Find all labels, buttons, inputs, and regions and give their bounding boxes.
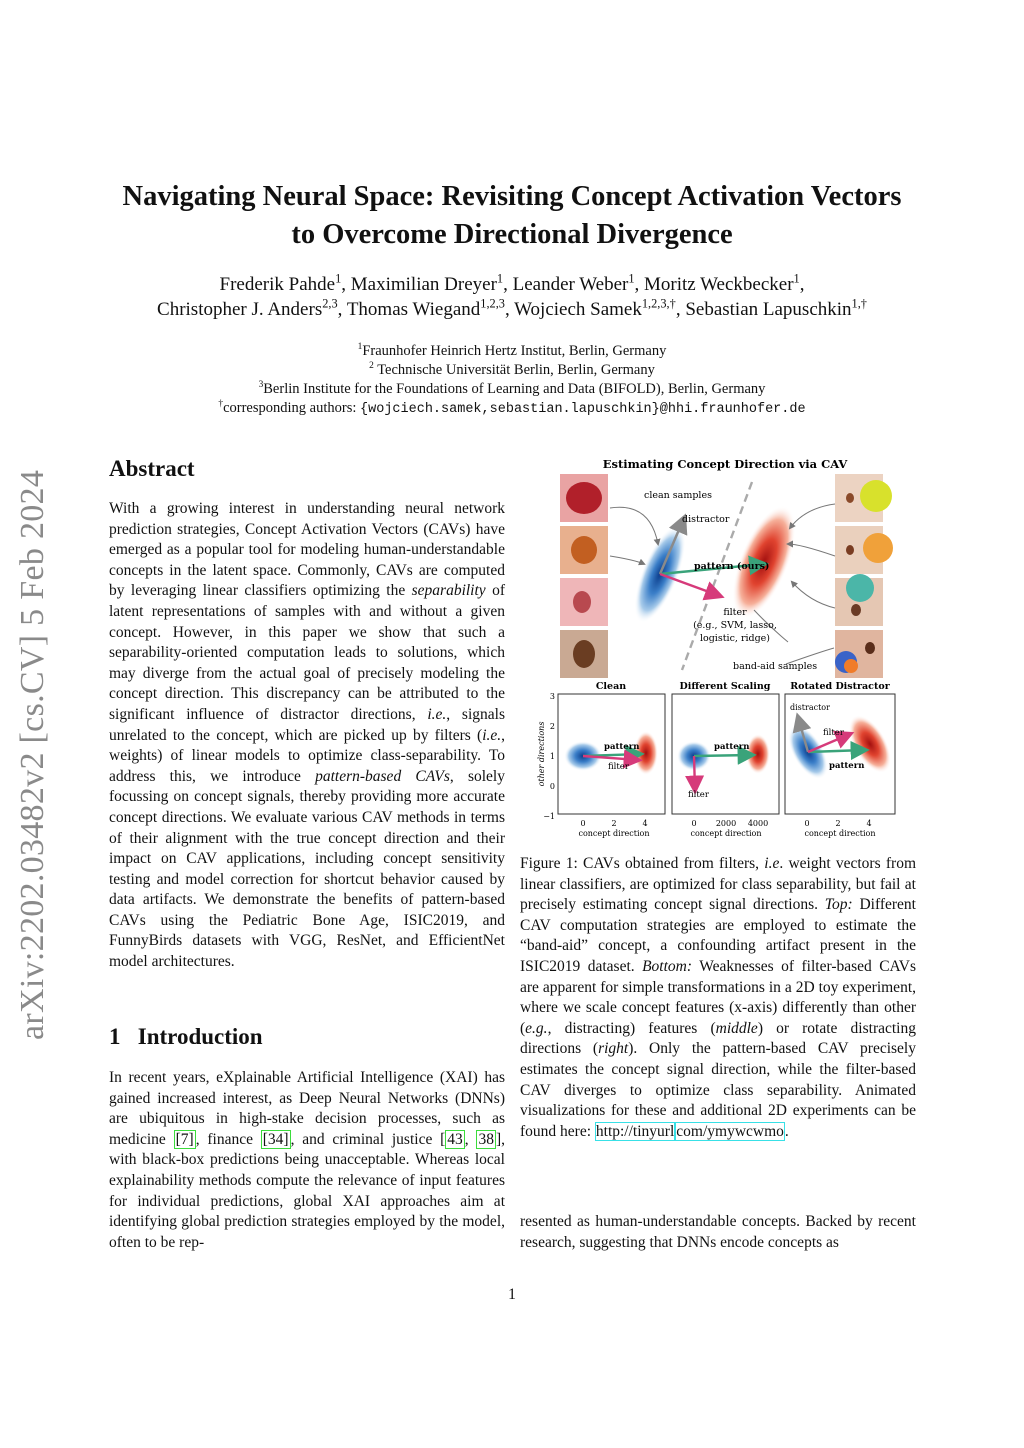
text-run: Weaknesses of filter-based CAVs are apparent for simple transformations in a 2D toy experiment, where we scale concept features (x-axis) differently than other ( bbox=[520, 957, 916, 1037]
text-run: , distracting) features ( bbox=[547, 1019, 716, 1037]
author-sep: , bbox=[504, 299, 515, 320]
text-italic: right bbox=[598, 1040, 629, 1058]
author-sep: , bbox=[634, 274, 645, 295]
citation-link[interactable]: 38 bbox=[478, 1130, 494, 1148]
x-tick-label: 2 bbox=[611, 819, 617, 828]
introduction-body bbox=[109, 1068, 505, 1253]
label-clean-samples: clean samples bbox=[644, 490, 712, 501]
panel-rotated-distractor bbox=[780, 694, 900, 838]
corresponding-label: corresponding authors: bbox=[223, 400, 361, 416]
text-run: ). Only the pattern-based CAV precisely estimates the concept signal direction, while the filter-based CAV diverges to optimize class separability. Animated visualizations for these and additional 2D experiments can be found here: bbox=[520, 1040, 916, 1140]
title-line-2: to Overcome Directional Divergence bbox=[291, 219, 733, 250]
text-run: In recent years, eXplainable Artificial Intelligence (XAI) has gained increased interest, as Deep Neural Networks (DNNs) are ubiquitous in high-stake decision processes, such as medicine bbox=[109, 1069, 505, 1148]
text-italic: Bottom: bbox=[642, 957, 693, 975]
author-affil: 1,2,3,† bbox=[641, 296, 676, 311]
label-filter-examples: (e.g., SVM, lasso, bbox=[693, 620, 777, 631]
author-name: Maximilian Dreyer bbox=[350, 274, 497, 295]
text-run: . bbox=[784, 1122, 789, 1140]
affil-text: Technische Universität Berlin, Berlin, Germany bbox=[373, 362, 655, 378]
panel-title-scaling: Different Scaling bbox=[679, 681, 771, 692]
affil-text: Fraunhofer Heinrich Hertz Institut, Berlin, Germany bbox=[362, 343, 667, 359]
x-tick-label: 0 bbox=[691, 819, 697, 828]
bandaid-pointer bbox=[788, 544, 835, 556]
text-run: , solely focussing on concept signals, thereby providing more accurate concept directions. We evaluate various CAV methods in terms of their alignment with the true concept direction and their impact on CAV applications, including concept sensitivity testing and model correction for shortcut behavior caused by data artifacts. We demonstrate the benefits of pattern-based CAVs using the Pediatric Bone Age, ISIC2019, and FunnyBirds datasets with VGG, ResNet, and EfficientNet model architectures. bbox=[109, 767, 505, 971]
x-tick-label: 4000 bbox=[747, 819, 769, 828]
x-axis-label: concept direction bbox=[578, 829, 650, 838]
label-filter-examples: logistic, ridge) bbox=[699, 633, 771, 644]
label-distractor: distractor bbox=[682, 514, 730, 525]
section-heading-introduction bbox=[109, 1024, 263, 1050]
figure-title: Estimating Concept Direction via CAV bbox=[602, 457, 848, 471]
figure-1 bbox=[520, 452, 920, 844]
bandaid-pointer bbox=[792, 582, 835, 608]
panel-different-scaling bbox=[672, 694, 779, 838]
text-run: resented as human-understandable concepts. Backed by recent research, suggesting that DNNs encode concepts as bbox=[520, 1213, 916, 1251]
x-tick-label: 0 bbox=[804, 819, 810, 828]
text-italic: i.e. bbox=[427, 705, 447, 723]
text-run: , finance bbox=[195, 1130, 261, 1148]
abstract-heading: Abstract bbox=[109, 456, 195, 481]
x-axis-label: concept direction bbox=[804, 829, 876, 838]
label-pattern: pattern bbox=[714, 742, 750, 752]
label-filter: filter bbox=[688, 790, 709, 800]
clean-pointer bbox=[610, 556, 644, 564]
text-run: Figure 1: CAVs obtained from filters, bbox=[520, 855, 765, 872]
label-filter: filter bbox=[723, 607, 747, 618]
author-name: Thomas Wiegand bbox=[346, 299, 481, 320]
x-tick-label: 0 bbox=[580, 819, 586, 828]
text-run: With a growing interest in understanding neural network prediction strategies, Concept Activation Vectors (CAVs) have emerged as a popular tool for modeling human-understandable concepts in the latent space. Commonly, CAVs are computed by leveraging linear classifiers optimizing the bbox=[109, 500, 505, 600]
author-sep: , bbox=[799, 274, 805, 295]
author-name: Frederik Pahde bbox=[219, 274, 336, 295]
author-affil: 1 bbox=[335, 271, 342, 286]
author-affil: 1,† bbox=[851, 296, 867, 311]
author-sep: , bbox=[337, 299, 347, 320]
pattern-vector bbox=[694, 755, 752, 756]
author-affil: 1 bbox=[628, 271, 635, 286]
citation-link[interactable]: 43 bbox=[447, 1130, 463, 1148]
text-italic: Top: bbox=[824, 896, 853, 914]
email-addresses[interactable]: {wojciech.samek,sebastian.lapuschkin}@hhi.fraunhofer.de bbox=[360, 402, 806, 417]
author-affil: 1 bbox=[496, 271, 504, 286]
text-italic: separability bbox=[411, 582, 486, 600]
author-name: Moritz Weckbecker bbox=[644, 274, 794, 295]
author-sep: , bbox=[675, 299, 686, 320]
label-filter: filter bbox=[823, 728, 844, 738]
author-sep: , bbox=[503, 274, 513, 295]
panel-clean bbox=[558, 694, 665, 838]
title-line-1: Navigating Neural Space: Revisiting Concept Activation Vectors bbox=[122, 181, 902, 212]
text-run: of latent representations of samples with and without a given concept. However, in this paper we show that such a separability-oriented computation leads to solutions, which may diverge from the actual goal of precisely modeling the concept direction. This discrepancy can be attributed to the significant influence of distractor directions, bbox=[109, 582, 505, 723]
author-affil: 1,2,3 bbox=[480, 296, 505, 311]
y-tick-label: 3 bbox=[549, 692, 555, 701]
x-axis-label: concept direction bbox=[690, 829, 762, 838]
animation-link[interactable]: http://tinyurl bbox=[595, 1122, 675, 1140]
bandaid-sample-images bbox=[835, 474, 893, 678]
author-affil: 2,3 bbox=[322, 296, 338, 311]
text-italic: pattern-based CAVs bbox=[315, 767, 450, 785]
affiliation bbox=[60, 342, 964, 361]
author-name: Christopher J. Anders bbox=[157, 299, 323, 320]
y-tick-label: −1 bbox=[543, 812, 555, 821]
author-affil: 1 bbox=[793, 271, 800, 286]
affiliations bbox=[60, 342, 964, 419]
label-pattern-ours: pattern (ours) bbox=[694, 561, 770, 572]
clean-pointer bbox=[610, 507, 658, 544]
x-tick-label: 2 bbox=[835, 819, 841, 828]
text-run: , weights) of linear models to optimize class-separability. To address this, we introduce bbox=[109, 726, 505, 785]
text-run: , signals unrelated to the concept, which are picked up by filters ( bbox=[109, 705, 505, 744]
author-sep: , bbox=[341, 274, 351, 295]
text-run: ) or rotate distracting directions ( bbox=[520, 1019, 916, 1058]
y-axis bbox=[537, 692, 555, 821]
y-axis-label: other directions bbox=[537, 721, 546, 787]
affiliation bbox=[60, 380, 964, 399]
affil-mark: 3 bbox=[258, 380, 264, 391]
affil-mark: 1 bbox=[357, 342, 363, 353]
author-name: Wojciech Samek bbox=[514, 299, 642, 320]
text-run: . weight vectors from linear classifiers, are optimized for class separability, but fail at precisely estimating concept signal directions. bbox=[520, 855, 916, 914]
label-pattern: pattern bbox=[829, 761, 865, 771]
text-italic: i.e bbox=[764, 855, 780, 872]
clean-sample-images bbox=[560, 474, 608, 678]
x-tick-label: 2000 bbox=[715, 819, 737, 828]
citation-link[interactable]: [7] bbox=[175, 1130, 194, 1148]
figure-caption bbox=[520, 854, 916, 1142]
text-run: , and criminal justice [ bbox=[290, 1130, 446, 1148]
affil-mark: 2 bbox=[369, 361, 374, 372]
introduction-continued bbox=[520, 1212, 916, 1253]
y-tick-label: 0 bbox=[549, 782, 555, 791]
y-tick-label: 2 bbox=[549, 722, 555, 731]
x-tick-label: 4 bbox=[866, 819, 872, 828]
text-run: ], with black-box predictions being unacceptable. Whereas local explainability methods compute the relevance of input features for individual predictions, global XAI approaches aim at identifying global prediction strategies employed by the model, often to be rep- bbox=[109, 1130, 506, 1251]
author-name: Leander Weber bbox=[512, 274, 629, 295]
panel-title-clean: Clean bbox=[595, 681, 627, 692]
text-run: , bbox=[464, 1130, 477, 1148]
animation-link[interactable]: com/ymywcwmo bbox=[676, 1122, 784, 1140]
author-line-1 bbox=[60, 272, 964, 297]
page-number: 1 bbox=[508, 1286, 516, 1303]
label-bandaid-samples: band-aid samples bbox=[733, 661, 818, 672]
label-pattern: pattern bbox=[604, 742, 640, 752]
arxiv-stamp: arXiv:2202.03482v2 [cs.CV] 5 Feb 2024 bbox=[14, 469, 51, 1040]
author-list bbox=[60, 272, 964, 322]
paper-title bbox=[60, 178, 964, 254]
corresponding-authors bbox=[60, 399, 964, 419]
panel-title-rotated: Rotated Distractor bbox=[790, 681, 890, 692]
y-tick-label: 1 bbox=[549, 752, 555, 761]
affiliation bbox=[60, 361, 964, 380]
label-filter: filter bbox=[608, 762, 629, 772]
affil-text: Berlin Institute for the Foundations of Learning and Data (BIFOLD), Berlin, Germany bbox=[263, 381, 766, 397]
author-line-2 bbox=[60, 297, 964, 322]
text-italic: e.g. bbox=[525, 1019, 548, 1037]
author-name: Sebastian Lapuschkin bbox=[685, 299, 852, 320]
affil-mark: † bbox=[218, 399, 224, 410]
label-distractor: distractor bbox=[790, 703, 830, 712]
section-title: Introduction bbox=[137, 1024, 263, 1049]
text-italic: i.e. bbox=[482, 726, 502, 744]
bandaid-pointer bbox=[790, 504, 835, 528]
text-run: Different CAV computation strategies are employed to estimate the “band-aid” concept, a confounding artifact present in the ISIC2019 dataset. bbox=[520, 896, 916, 975]
section-number: 1 bbox=[109, 1024, 121, 1049]
abstract-body bbox=[109, 499, 505, 973]
text-italic: middle bbox=[715, 1019, 758, 1037]
filter-vector bbox=[694, 756, 695, 790]
x-tick-label: 4 bbox=[642, 819, 648, 828]
citation-link[interactable]: [34] bbox=[262, 1130, 289, 1148]
